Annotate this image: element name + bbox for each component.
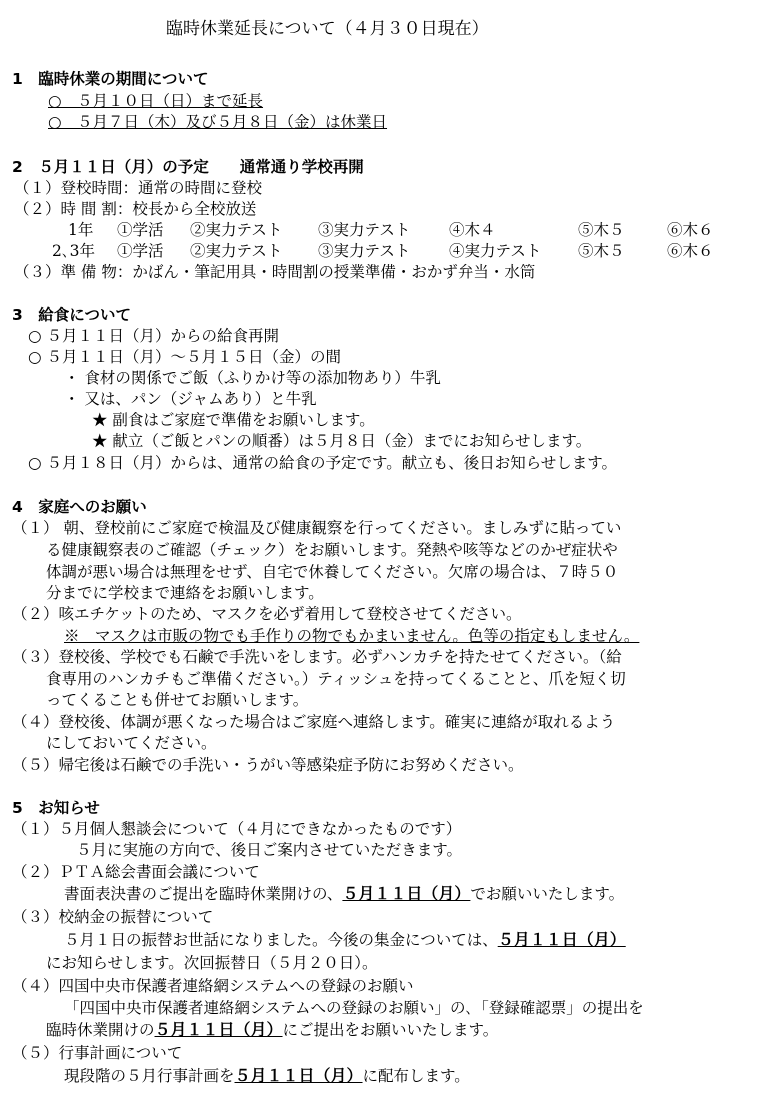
- reopening-date: ５月１１日（月）: [342, 884, 471, 903]
- reopening-date: ５月１１日（月）: [154, 1020, 283, 1039]
- section-2-heading: 2 ５月１１日（月）の予定 通常通り学校再開: [12, 158, 364, 176]
- timetable-period: ③実力テスト: [318, 221, 411, 239]
- s3-line-3: ・ 食材の関係でご飯（ふりかけ等の添加物あり）牛乳: [64, 369, 441, 387]
- s4-line-6: ※ マスクは市販の物でも手作りの物でもかまいません。色等の指定もしません。: [64, 627, 640, 645]
- timetable-period: ①学活: [117, 221, 164, 239]
- timetable-period: ⑥木６: [667, 221, 714, 239]
- timetable-period: ②実力テスト: [190, 242, 283, 260]
- s4-line-8: 食専用のハンカチもご準備ください。）ティッシュを持ってくることと、爪を短く切: [46, 670, 626, 688]
- timetable-period: ⑤木５: [578, 242, 625, 260]
- timetable-period: ③実力テスト: [318, 242, 411, 260]
- s3-line-7: ○ ５月１８日（月）からは、通常の給食の予定です。献立も、後日お知らせします。: [28, 454, 618, 472]
- s5-line-10-text: 臨時休業開けの: [46, 1021, 155, 1039]
- s4-line-11: にしておいてください。: [46, 734, 217, 752]
- s4-line-1: （１） 朝、登校前にご家庭で検温及び健康観察を行ってください。ましみずに貼ってい: [12, 519, 622, 537]
- s1-line-2: ○ ５月７日（木）及び５月８日（金）は休業日: [48, 113, 388, 131]
- s3-line-6: ★ 献立（ご飯とパンの順番）は５月８日（金）までにお知らせします。: [92, 432, 592, 450]
- timetable-period: ④実力テスト: [449, 242, 542, 260]
- s4-line-10: （４）登校後、体調が悪くなった場合はご家庭へ連絡します。確実に連絡が取れるよう: [12, 713, 616, 731]
- s4-line-7: （３）登校後、学校でも石鹸で手洗いをします。必ずハンカチを持たせてください。（給: [12, 648, 622, 666]
- s4-line-2: る健康観察表のご確認（チェック）をお願いします。発熱や咳等などのかぜ症状や: [46, 541, 618, 559]
- s4-line-9: ってくることも併せてお願いします。: [46, 691, 309, 709]
- s4-line-5: （２）咳エチケットのため、マスクを必ず着用して登校させてください。: [12, 605, 522, 623]
- s5-line-12-tail: に配布します。: [362, 1067, 470, 1085]
- s4-line-4: 分までに学校まで連絡をお願いします。: [46, 584, 324, 602]
- s2-line-1: （１）登校時間：通常の時間に登校: [14, 179, 263, 197]
- s5-line-3: （２）ＰＴＡ総会書面会議について: [12, 863, 260, 881]
- s5-line-2: ５月に実施の方向で、後日ご案内させていただきます。: [76, 841, 462, 859]
- section-3-heading: 3 給食について: [12, 306, 131, 324]
- s3-line-2: ○ ５月１１日（月）～５月１５日（金）の間: [28, 348, 341, 366]
- timetable-period: ①学活: [117, 242, 164, 260]
- s1-line-1: ○ ５月１０日（日）まで延長: [48, 92, 264, 110]
- timetable-period: ④木４: [449, 221, 496, 239]
- s5-line-4-text: 書面表決書のご提出を臨時休業開けの、: [64, 885, 343, 903]
- timetable-grade-label: 1年: [68, 221, 94, 239]
- reopening-date: ５月１１日（月）: [497, 930, 626, 949]
- timetable-period: ⑤木５: [578, 221, 625, 239]
- s3-line-4: ・ 又は、パン（ジャムあり）と牛乳: [64, 390, 317, 408]
- s4-line-12: （５）帰宅後は石鹸での手洗い・うがい等感染症予防にお努めください。: [12, 756, 524, 774]
- page-title: 臨時休業延長について（４月３０日現在）: [166, 19, 489, 39]
- s5-line-10-tail: にご提出をお願いいたします。: [282, 1021, 499, 1039]
- section-5-heading: 5 お知らせ: [12, 799, 100, 817]
- reopening-date: ５月１１日（月）: [234, 1066, 363, 1085]
- s2-line-3: （３）準 備 物：かばん・筆記用具・時間割の授業準備・おかず弁当・水筒: [14, 263, 536, 281]
- s5-line-4-tail: でお願いいたします。: [470, 885, 625, 903]
- s4-line-3: 体調が悪い場合は無理をせず、自宅で休養してください。欠席の場合は、７時５０: [46, 563, 619, 581]
- s3-line-1: ○ ５月１１日（月）からの給食再開: [28, 327, 279, 345]
- timetable-grade-label: 2､3年: [52, 242, 95, 260]
- s5-line-11: （５）行事計画について: [12, 1044, 183, 1062]
- s5-line-5: （３）校納金の振替について: [12, 908, 214, 926]
- s5-line-6: [64, 929, 626, 951]
- s5-line-7: にお知らせします。次回振替日（５月２０日）。: [46, 954, 378, 972]
- s5-line-9: 「四国中央市保護者連絡網システムへの登録のお願い」の､「登録確認票」の提出を: [64, 999, 644, 1017]
- timetable-period: ⑥木６: [667, 242, 714, 260]
- s5-line-6-text: ５月１日の振替お世話になりました。今後の集金については、: [64, 931, 498, 949]
- s5-line-4: [64, 883, 624, 905]
- s5-line-10: [46, 1019, 498, 1041]
- s5-line-12: [64, 1065, 470, 1087]
- s3-line-5: ★ 副食はご家庭で準備をお願いします。: [92, 411, 375, 429]
- s2-line-2: （２）時 間 割：校長から全校放送: [14, 200, 257, 218]
- s5-line-12-text: 現段階の５月行事計画を: [64, 1067, 235, 1085]
- timetable-period: ②実力テスト: [190, 221, 283, 239]
- s5-line-8: （４）四国中央市保護者連絡網システムへの登録のお願い: [12, 977, 414, 995]
- section-4-heading: 4 家庭へのお願い: [12, 498, 147, 516]
- s5-line-1: （１）５月個人懇談会について（４月にできなかったものです）: [12, 820, 462, 838]
- section-1-heading: 1 臨時休業の期間について: [12, 70, 209, 88]
